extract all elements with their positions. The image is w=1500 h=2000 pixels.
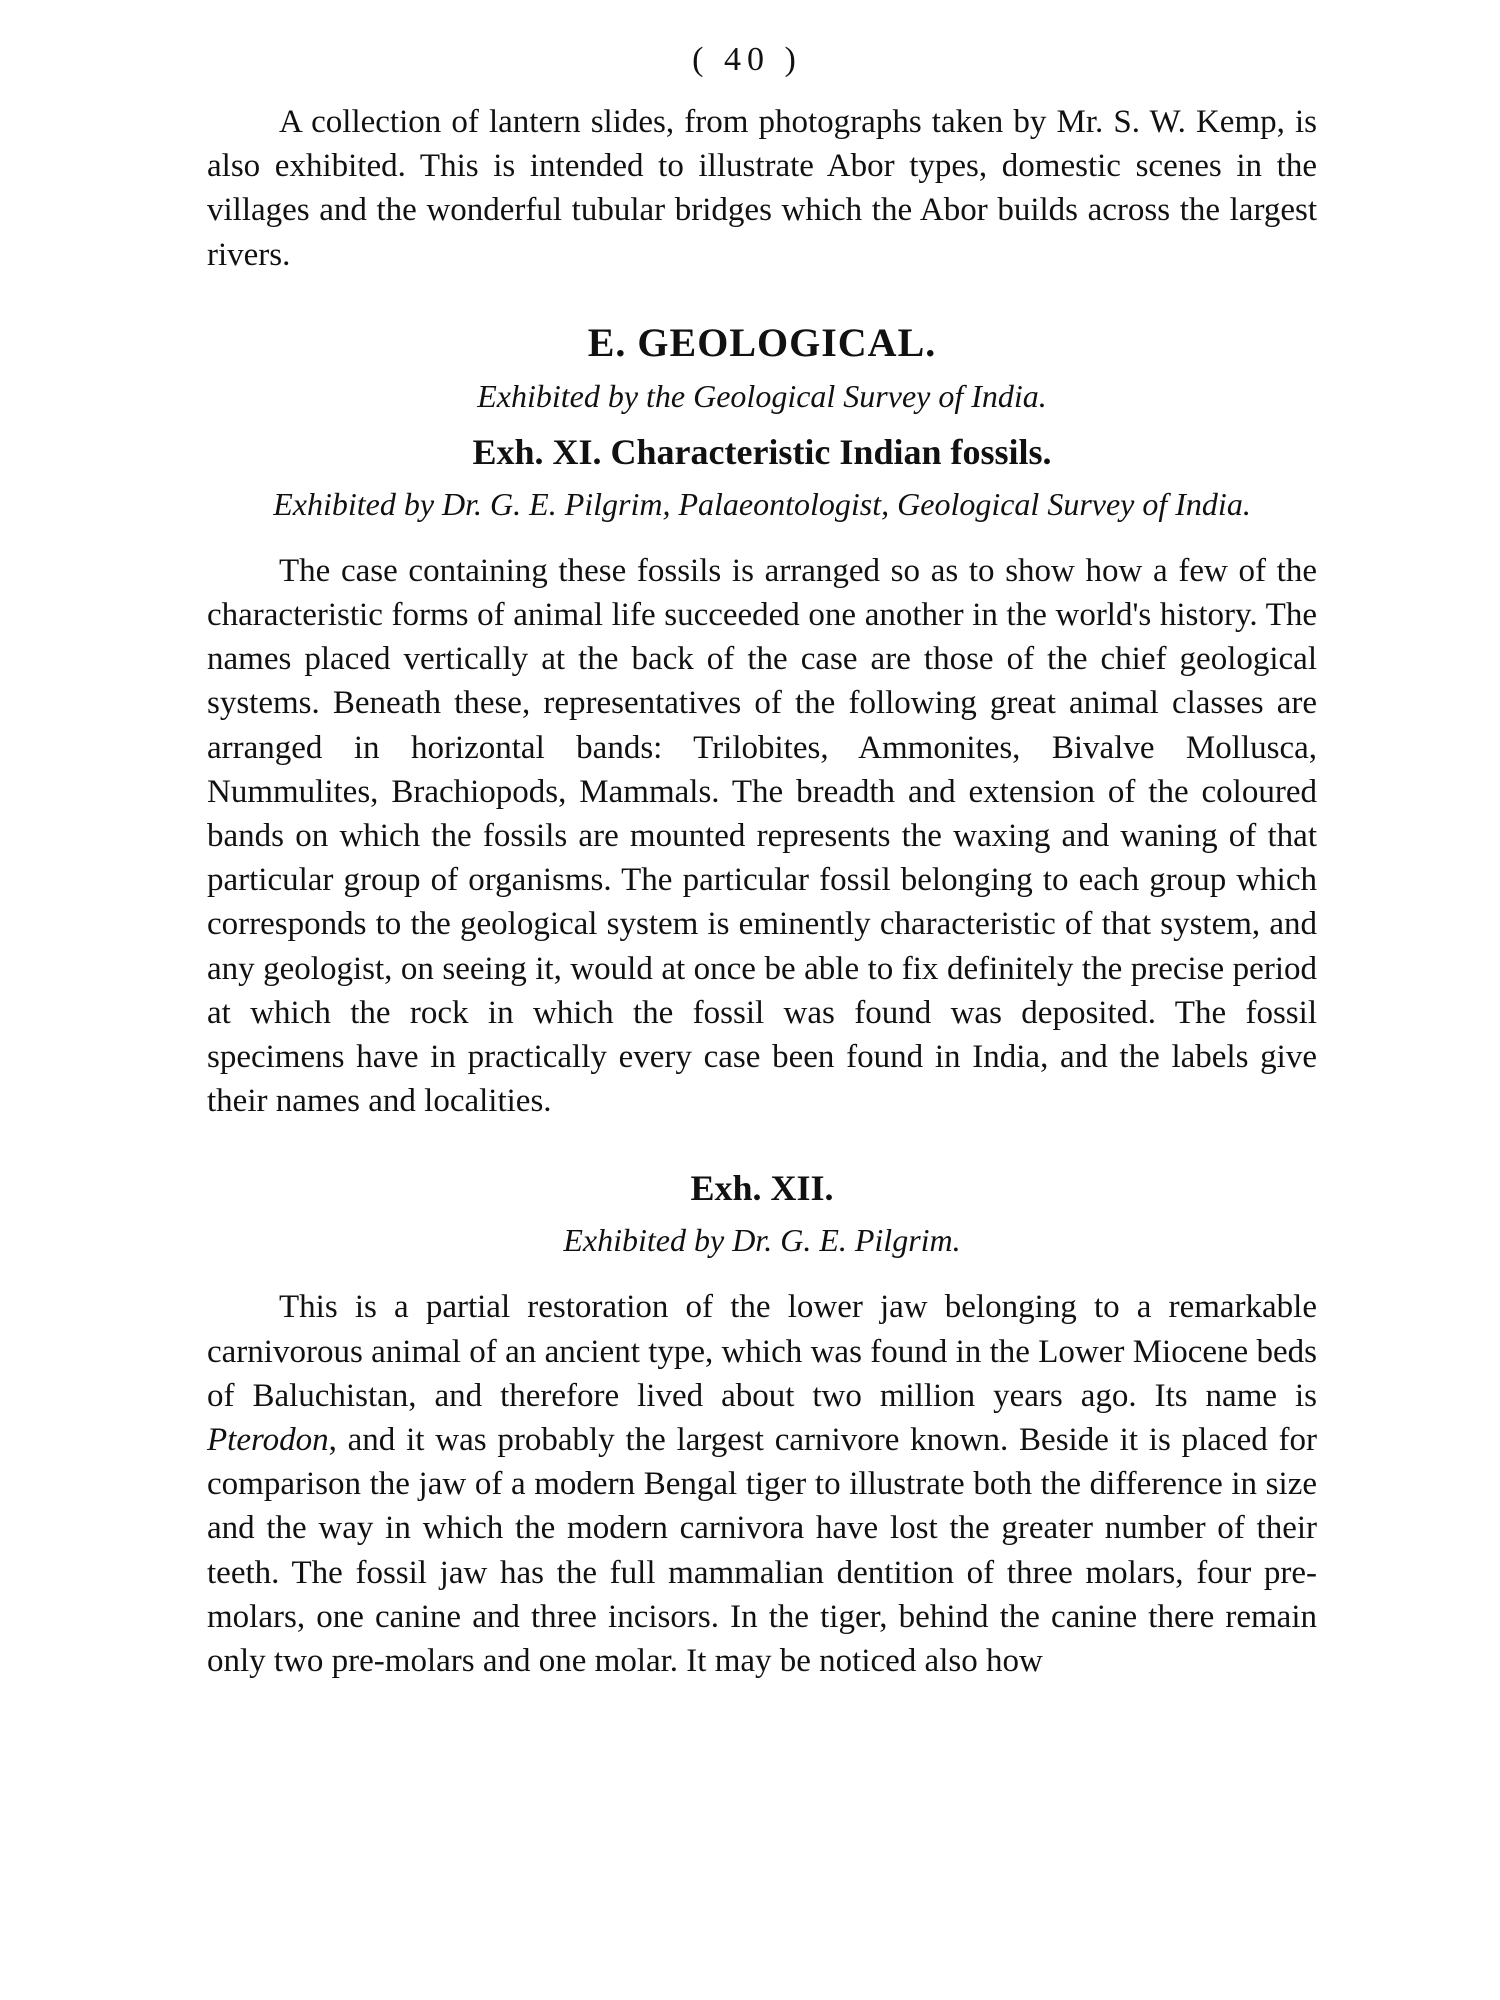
exhibit-xii-byline: Exhibited by Dr. G. E. Pilgrim.: [563, 1222, 961, 1259]
exhibit-xii-text-part1: This is a partial restoration of the lower jaw belonging to a remarkable carnivorous animal of an ancient type, which was found in the Lower Miocene beds of Baluchistan, and therefore lived about two million years ago. Its name is: [207, 1289, 1317, 1414]
section-byline: Exhibited by the Geological Survey of India.: [477, 377, 1047, 414]
exhibit-xi-heading: Exh. XI. Characteristic Indian fossils.: [472, 431, 1052, 472]
page-number: ( 40 ): [692, 41, 802, 78]
exhibit-xii-heading: Exh. XII.: [690, 1168, 834, 1209]
exhibit-xii-text-part2: , and it was probably the largest carnivore known. Beside it is placed for comparison the jaw of a modern Bengal tiger to illustrate both the difference in size and the way in which the modern carnivora have lost the greater number of their teeth. The fossil jaw has the full mammalian dentition of three molars, four pre-molars, one canine and three incisors. In the tiger, behind the canine there remain only two pre-molars and one molar. It may be noticed also how: [207, 1422, 1317, 1680]
intro-paragraph: A collection of lantern slides, from photographs taken by Mr. S. W. Kemp, is also exhibited. This is intended to illustrate Abor types, domestic scenes in the villages and the wonderful tubular bridges which the Abor builds across the largest rivers.: [207, 104, 1317, 273]
document-page: [207, 30, 1317, 1683]
exhibit-xii-genus-name: Pterodon: [207, 1422, 329, 1459]
exhibit-xi-byline: Exhibited by Dr. G. E. Pilgrim, Palaeontologist, Geological Survey of India.: [273, 485, 1251, 522]
exhibit-xii-paragraph: [207, 1285, 1317, 1683]
section-heading-geological: E. GEOLOGICAL.: [587, 319, 937, 365]
exhibit-xi-paragraph: The case containing these fossils is arranged so as to show how a few of the characteristic forms of animal life succeeded one another in the world's history. The names placed vertically at the back of the case are those of the chief geological systems. Beneath these, representatives of the following great animal classes are arranged in horizontal bands: Trilobites, Ammonites, Bivalve Mollusca, Nummulites, Brachiopods, Mammals. The breadth and extension of the coloured bands on which the fossils are mounted represents the waxing and waning of that particular group of organisms. The particular fossil belonging to each group which corresponds to the geological system is eminently characteristic of that system, and any geologist, on seeing it, would at once be able to fix definitely the precise period at which the rock in which the fossil was found was deposited. The fossil specimens have in practically every case been found in India, and the labels give their names and localities.: [207, 552, 1317, 1120]
